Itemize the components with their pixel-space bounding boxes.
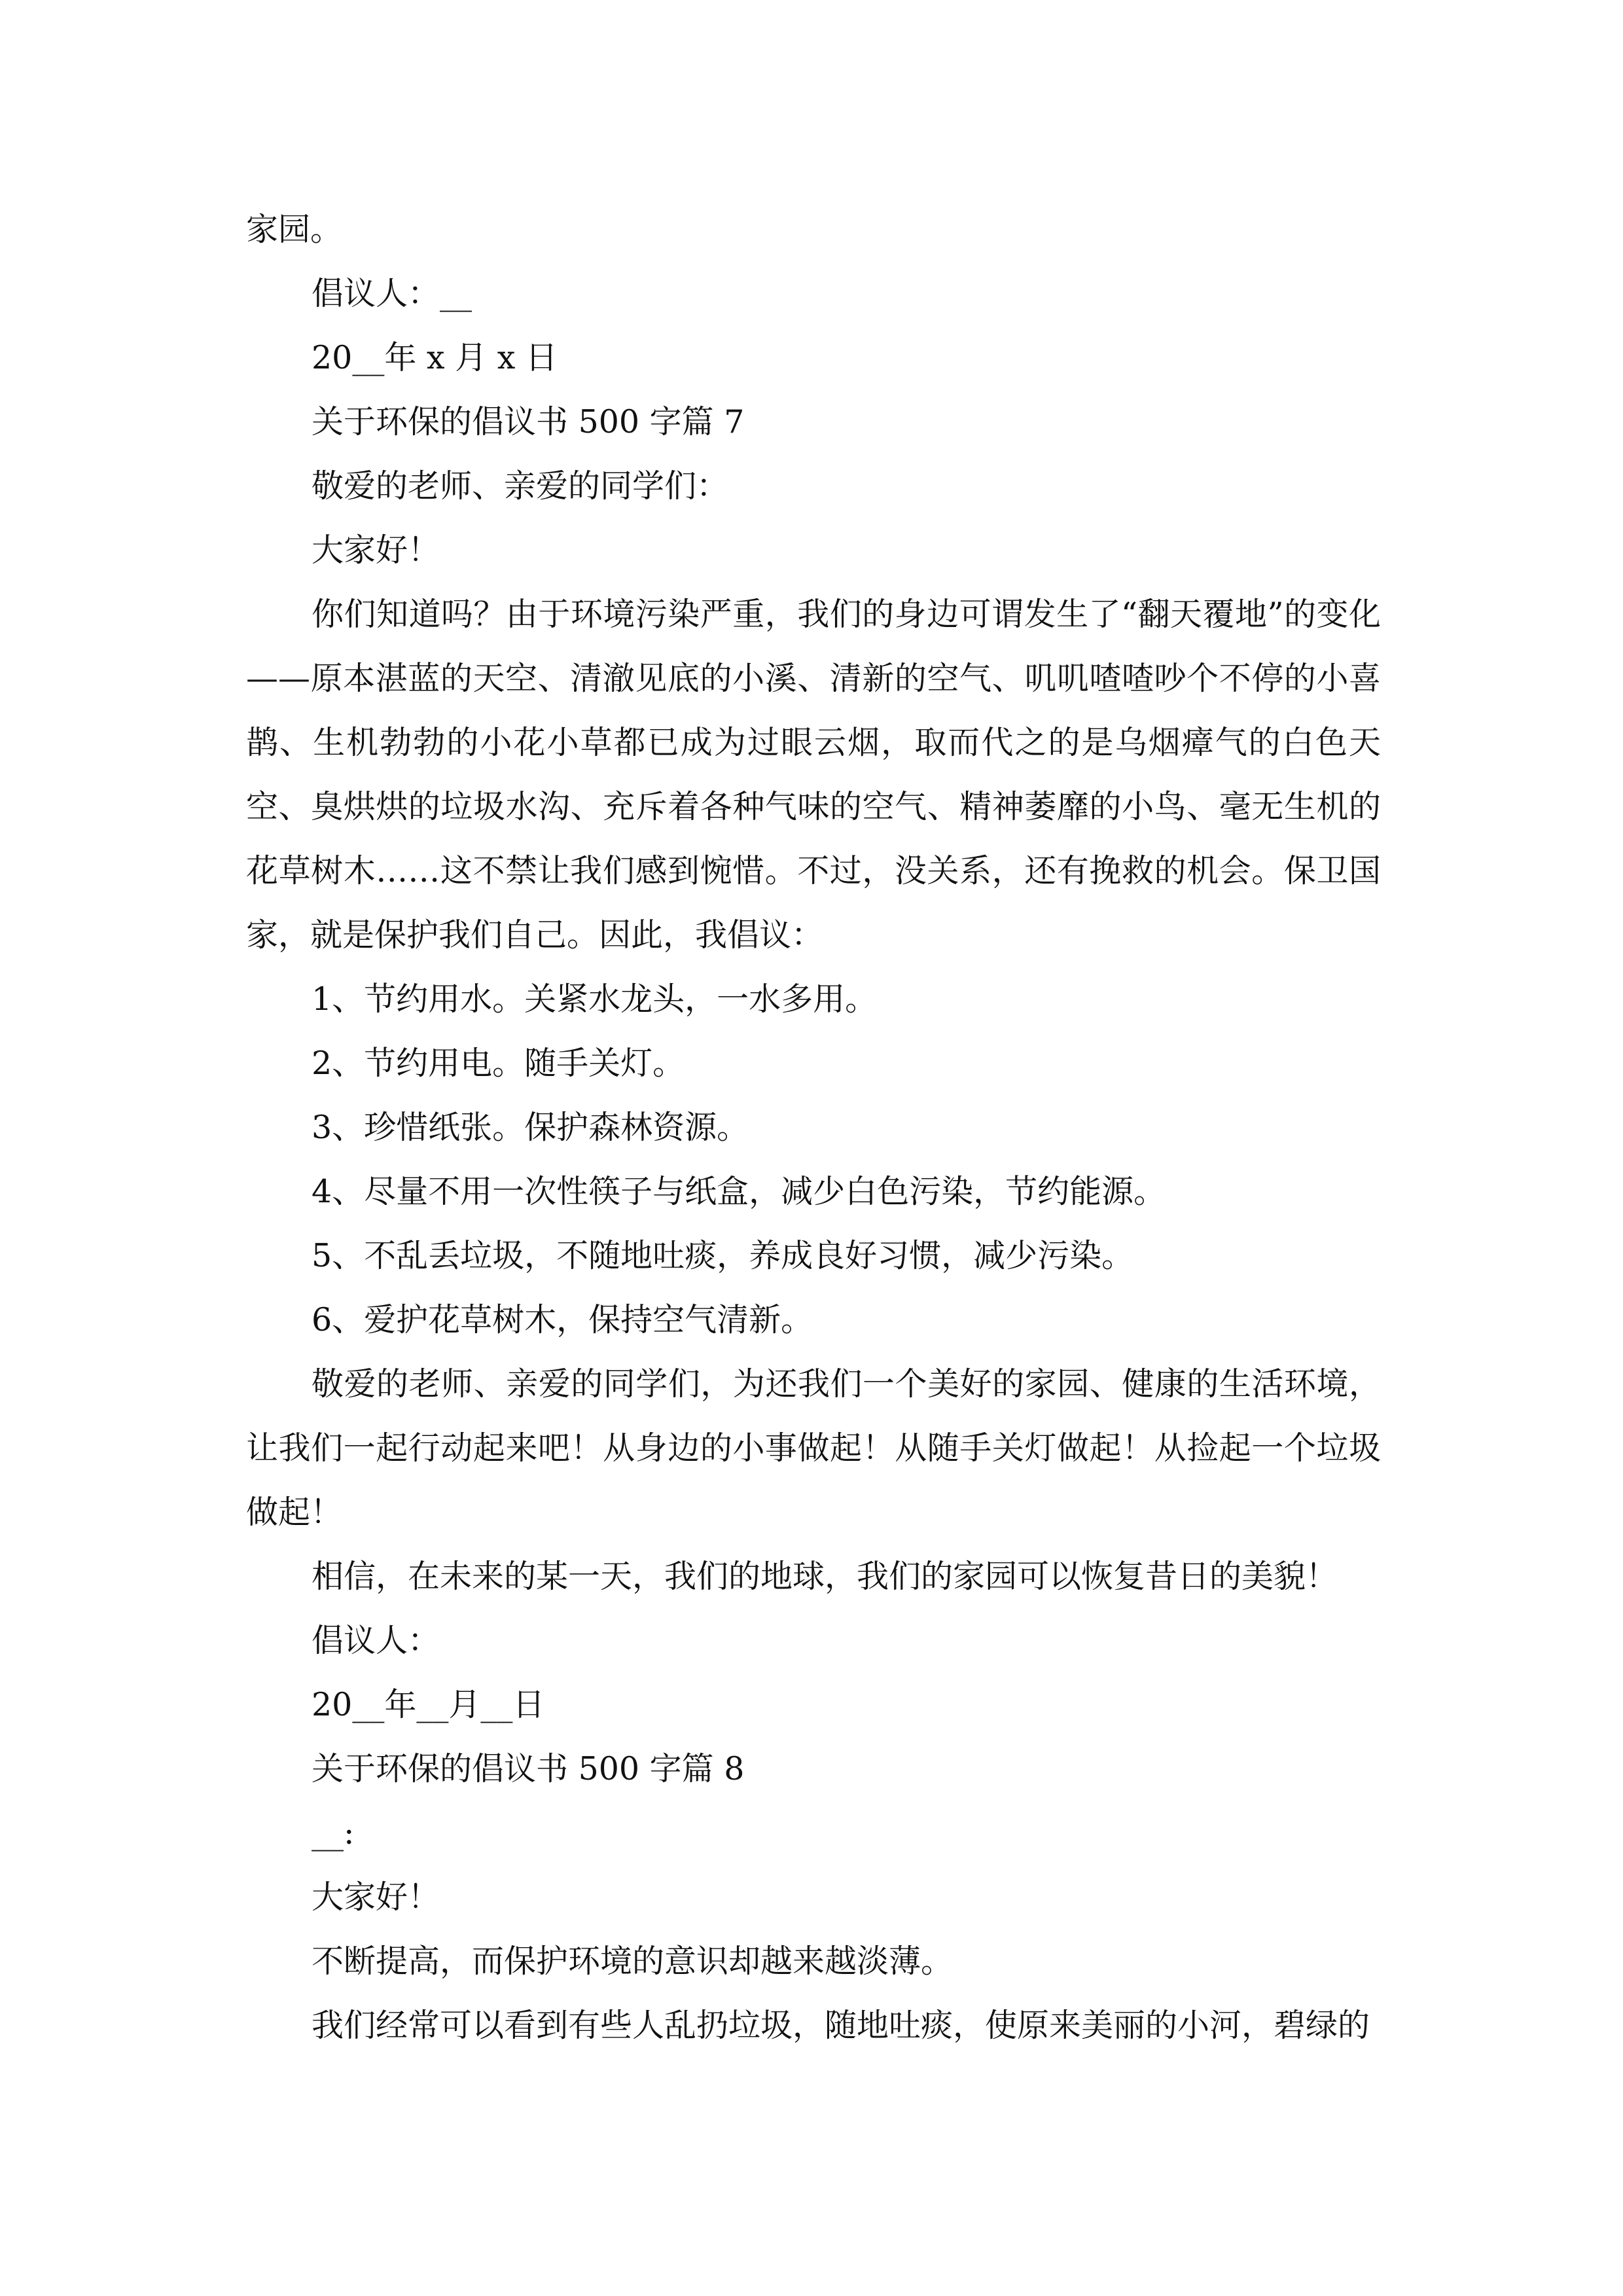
signature-line: 倡议人： (312, 1622, 440, 1659)
body-paragraph: 敬爱的老师、亲爱的同学们，为还我们一个美好的家园、健康的生活环境，让我们一起行动起来吧！从身边的小事做起！从随手关灯做起！从捡起一个垃圾做起！ (246, 1365, 1381, 1531)
date-line: 20__年 x 月 x 日 (312, 339, 558, 376)
salutation: 敬爱的老师、亲爱的同学们： (312, 467, 729, 505)
proposal-item-6: 6、爱护花草树木，保持空气清新。 (312, 1301, 813, 1338)
proposal-item-4: 4、尽量不用一次性筷子与纸盒，减少白色污染，节约能源。 (312, 1173, 1166, 1210)
greeting: 大家好！ (312, 531, 440, 569)
proposal-item-1: 1、节约用水。关紧水龙头，一水多用。 (312, 980, 878, 1018)
body-paragraph: 相信，在未来的某一天，我们的地球，我们的家园可以恢复昔日的美貌！ (312, 1558, 1338, 1595)
document-body (246, 198, 1381, 2058)
salutation: __: (312, 1814, 355, 1852)
body-paragraph: 你们知道吗？由于环境污染严重，我们的身边可谓发生了“翻天覆地”的变化——原本湛蓝的天空、清澈见底的小溪、清新的空气、叽叽喳喳吵个不停的小喜鹊、生机勃勃的小花小草都已成为过眼云烟，取而代之的是乌烟瘴气的白色天空、臭烘烘的垃圾水沟、充斥着各种气味的空气、精神萎靡的小鸟、毫无生机的花草树木……这不禁让我们感到惋惜。不过，没关系，还有挽救的机会。保卫国家，就是保护我们自己。因此，我倡议： (246, 596, 1381, 954)
signature-line: 倡议人：__ (312, 275, 473, 312)
section-heading-7: 关于环保的倡议书 500 字篇 7 (312, 403, 745, 440)
section-heading-8: 关于环保的倡议书 500 字篇 8 (312, 1750, 745, 1787)
body-paragraph: 我们经常可以看到有些人乱扔垃圾，随地吐痰，使原来美丽的小河，碧绿的 (312, 2007, 1370, 2044)
paragraph-continuation: 家园。 (246, 211, 343, 248)
proposal-item-2: 2、节约用电。随手关灯。 (312, 1045, 685, 1082)
body-paragraph: 不断提高，而保护环境的意识却越来越淡薄。 (312, 1943, 954, 1980)
greeting: 大家好！ (312, 1878, 440, 1916)
proposal-item-5: 5、不乱丢垃圾，不随地吐痰，养成良好习惯，减少污染。 (312, 1237, 1134, 1274)
proposal-item-3: 3、珍惜纸张。保护森林资源。 (312, 1109, 749, 1146)
date-line: 20__年__月__日 (312, 1686, 545, 1723)
